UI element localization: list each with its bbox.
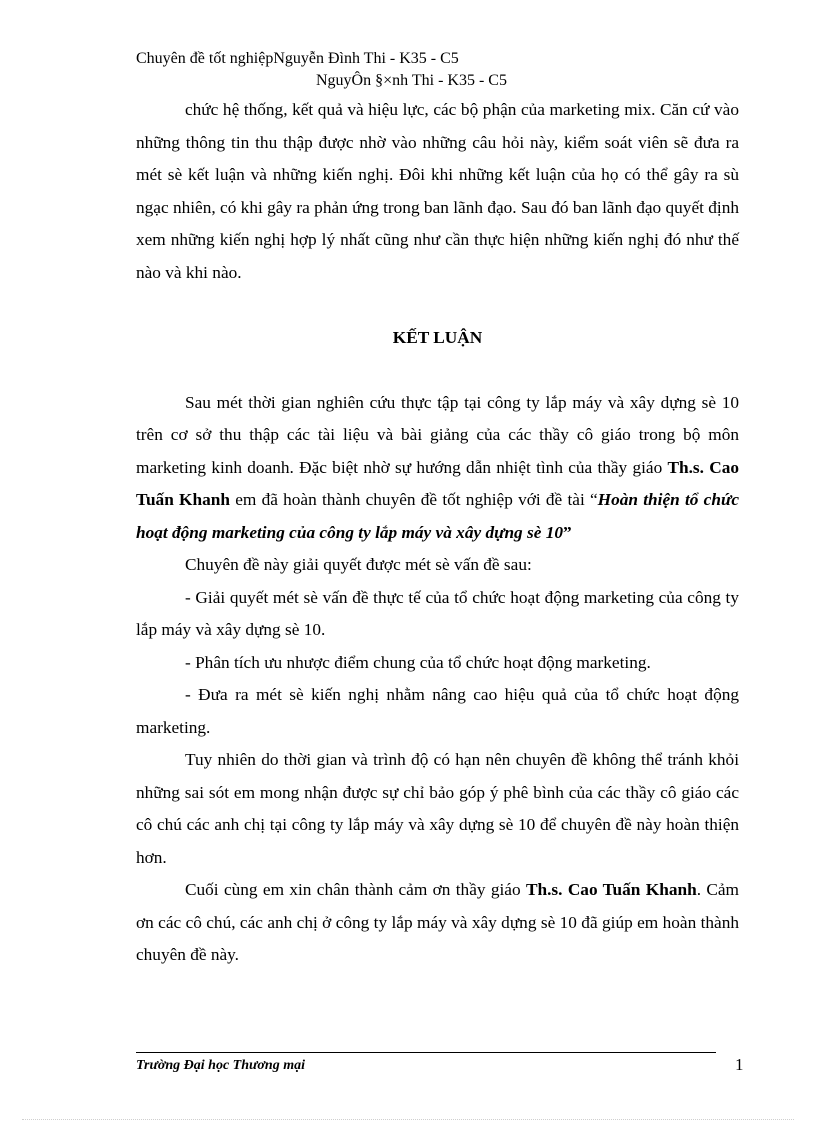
spacer xyxy=(136,354,739,387)
document-body xyxy=(136,94,739,972)
page-number: 1 xyxy=(735,1055,744,1074)
bullet-item: - Phân tích ưu nhược điểm chung của tổ chức hoạt động marketing. xyxy=(185,652,651,672)
footer-school-name: Trường Đại học Thương mại xyxy=(136,1058,305,1073)
running-header-garbled: NguyÔn §×nh Thi - K35 - C5 xyxy=(316,72,507,89)
conclusion-paragraph-1 xyxy=(136,387,739,550)
teacher-name: Th.s. Cao Tuấn Khanh xyxy=(525,880,697,899)
bullet-item: - Giải quyết mét sè vấn đề thực tế của tổ chức hoạt động marketing của công ty lắp máy và xây dựng sè 10. xyxy=(136,587,739,639)
para4-text: Cuối cùng em xin chân thành cảm ơn thầy giáo xyxy=(185,880,526,899)
para1-text: Sau mét thời gian nghiên cứu thực tập tại công ty lắp máy và xây dựng sè 10 trên cơ sở thu thập các tài liệu và bài giảng của các thầy cô giáo trong bộ môn marketing kinh doanh. Đặc biệt nhờ sự hướng dẫn nhiệt tình của thầy giáo xyxy=(136,392,739,477)
para1-text: em đã hoàn thành chuyên đề tốt nghiệp với đề tài “ xyxy=(229,490,598,509)
bullet-item: - Đưa ra mét sè kiến nghị nhằm nâng cao hiệu quả của tổ chức hoạt động marketing. xyxy=(136,685,739,737)
page-bottom-border xyxy=(22,1119,794,1120)
conclusion-paragraph-2: Chuyên đề này giải quyết được mét sè vấn đề sau: xyxy=(185,555,532,574)
spacer xyxy=(136,289,739,322)
closing-quote: ” xyxy=(563,522,572,542)
thesis-topic: Hoàn thiện tổ chức hoạt động marketing của công ty lắp máy và xây dựng sè 10 xyxy=(136,490,739,542)
section-title: KẾT LUẬN xyxy=(392,327,483,347)
teacher-name: Th.s. Cao Tuấn Khanh xyxy=(136,457,739,509)
conclusion-paragraph-4 xyxy=(136,874,739,972)
running-header: Chuyên đề tốt nghiệpNguyễn Đình Thi - K35 - C5 xyxy=(136,50,459,67)
continuation-paragraph: chức hệ thống, kết quả và hiệu lực, các bộ phận của marketing mix. Căn cứ vào những thông tin thu thập được nhờ vào những câu hỏi này, kiểm soát viên sẽ đưa ra mét sè kết luận và những kiến nghị. Đôi khi những kết luận của họ có thể gây ra sù ngạc nhiên, có khi gây ra phản ứng trong ban lãnh đạo. Sau đó ban lãnh đạo quyết định xem những kiến nghị hợp lý nhất cũng như cần thực hiện những kiến nghị đó như thế nào và khi nào. xyxy=(136,100,739,282)
footer-divider xyxy=(136,1052,716,1053)
conclusion-paragraph-3: Tuy nhiên do thời gian và trình độ có hạn nên chuyên đề không thể tránh khỏi những sai sót em mong nhận được sự chỉ bảo góp ý phê bình của các thầy cô giáo các cô chú các anh chị tại công ty lắp máy và xây dựng sè 10 để chuyên đề này hoàn thiện hơn. xyxy=(136,750,739,867)
para4-text: . Cảm ơn các cô chú, các anh chị ở công ty lắp máy và xây dựng sè 10 đã giúp em hoàn thành chuyên đề này. xyxy=(136,880,739,964)
